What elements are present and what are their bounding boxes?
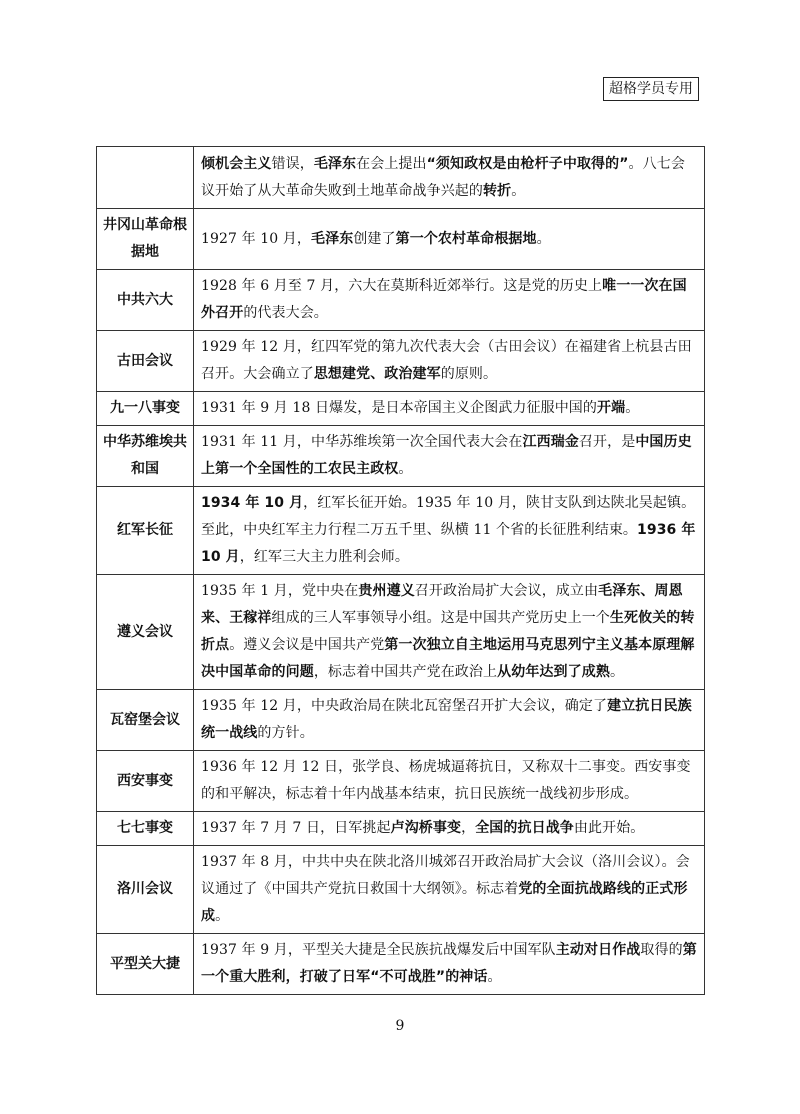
highlighted-text: 卢沟桥事变 — [390, 820, 462, 836]
table-row — [97, 331, 705, 392]
highlighted-text: 倾机会主义 — [201, 155, 272, 172]
description-text: 。八七会议开始了从大革命失败到土地革命战争兴起的 — [201, 155, 685, 199]
history-events-table — [96, 146, 705, 995]
highlighted-text: 1936 年 10 月 — [201, 522, 696, 565]
table-row — [97, 209, 705, 270]
description-text: 1937 年 7 月 7 日，日军挑起 — [201, 820, 391, 836]
description-text: 1931 年 11 月，中华苏维埃第一次全国代表大会在 — [201, 434, 523, 450]
description-text: 的原则。 — [440, 366, 498, 382]
description-text: 。 — [511, 182, 526, 199]
description-text: 1928 年 6 月至 7 月，六大在莫斯科近郊举行。这是党的历史上 — [201, 278, 603, 294]
description-text: 由此开始。 — [573, 820, 645, 836]
event-term: 洛川会议 — [97, 846, 194, 934]
event-term: 古田会议 — [97, 331, 194, 392]
description-text: 取得的 — [640, 942, 683, 958]
event-term: 西安事变 — [97, 751, 194, 812]
highlighted-text: 党的全面抗战路线的正式形成 — [201, 881, 688, 924]
highlighted-text: 1934 年 10 月 — [201, 495, 304, 511]
event-description — [194, 209, 705, 270]
highlighted-text: 第一个重大胜利，打破了日军“不可战胜”的神话 — [201, 942, 697, 985]
event-description — [194, 934, 705, 995]
event-description — [194, 812, 705, 846]
description-text: 组成的三人军事领导小组。这是中国共产党历史上一个 — [271, 610, 610, 626]
highlighted-text: 中国历史上第一个全国性的工农民主政权 — [201, 434, 692, 477]
description-text: ，红军长征开始。1935 年 10 月，陕甘支队到达陕北吴起镇。至此，中央红军主力行程二万五千里、纵横 11 个省的长征胜利结束。 — [201, 495, 696, 538]
highlighted-text: 生死攸关的转折点 — [201, 610, 695, 653]
highlighted-text: 毛泽东 — [313, 155, 357, 172]
description-text: 。 — [398, 461, 413, 477]
description-text: 的方针。 — [257, 725, 314, 741]
description-text: 1935 年 1 月，党中央在 — [201, 583, 359, 599]
highlighted-text: 唯一一次在国外召开 — [201, 278, 687, 321]
description-text: 。 — [215, 908, 230, 924]
table-row — [97, 392, 705, 426]
highlighted-text: 开端 — [597, 400, 626, 416]
event-description — [194, 392, 705, 426]
description-text: ，红军三大主力胜利会师。 — [239, 549, 409, 565]
description-text: 创建了 — [353, 230, 396, 247]
highlighted-text: “须知政权是由枪杆子中取得的” — [426, 155, 629, 172]
highlighted-text: 转折 — [483, 182, 512, 199]
description-text: ，标志着中国共产党在政治上 — [313, 664, 498, 680]
highlighted-text: 主动对日作战 — [555, 942, 641, 958]
event-term: 中华苏维埃共和国 — [97, 426, 194, 487]
description-text: 1929 年 12 月，红四军党的第九次代表大会（古田会议）在福建省上杭县古田召开。大会确立了 — [201, 339, 692, 382]
event-term: 遵义会议 — [97, 575, 194, 690]
table-row — [97, 270, 705, 331]
highlighted-text: 从幼年达到了成熟 — [497, 664, 610, 680]
event-description — [194, 690, 705, 751]
highlighted-text: 全国的抗日战争 — [475, 820, 574, 836]
event-description — [194, 426, 705, 487]
description-text: 召开政治局扩大会议，成立由 — [414, 583, 599, 599]
highlighted-text: 第一个农村革命根据地 — [395, 230, 537, 247]
description-text: 在会上提出 — [356, 155, 427, 172]
description-text: 的代表大会。 — [243, 305, 328, 321]
table-row — [97, 690, 705, 751]
event-term: 平型关大捷 — [97, 934, 194, 995]
description-text: 错误， — [271, 155, 314, 172]
highlighted-text: 贵州遵义 — [358, 583, 415, 599]
table-row — [97, 147, 705, 209]
description-text: 1937 年 9 月，平型关大捷是全民族抗战爆发后中国军队 — [201, 942, 556, 958]
exclusive-use-label: 超格学员专用 — [603, 77, 699, 101]
table-row — [97, 812, 705, 846]
table-row — [97, 751, 705, 812]
event-description — [194, 270, 705, 331]
description-text: 。 — [609, 664, 625, 680]
highlighted-text: 江西瑞金 — [522, 434, 579, 450]
table-row — [97, 487, 705, 575]
description-text: 1936 年 12 月 12 日，张学良、杨虎城逼蒋抗日，又称双十二事变。西安事变的和平解决，标志着十年内战基本结束，抗日民族统一战线初步形成。 — [201, 759, 691, 802]
description-text: 。 — [625, 400, 640, 416]
table-row — [97, 846, 705, 934]
highlighted-text: 毛泽东 — [311, 230, 354, 247]
event-term: 中共六大 — [97, 270, 194, 331]
description-text: 1927 年 10 月， — [201, 230, 311, 247]
table-row — [97, 934, 705, 995]
event-term: 瓦窑堡会议 — [97, 690, 194, 751]
event-description — [194, 575, 705, 690]
highlighted-text: 第一次独立自主地运用马克思列宁主义基本原理解决中国革命的问题 — [201, 637, 695, 680]
description-text: 1931 年 9 月 18 日爆发，是日本帝国主义企图武力征服中国的 — [201, 400, 597, 416]
description-text: 1937 年 8 月，中共中央在陕北洛川城郊召开政治局扩大会议（洛川会议）。会议通过了《中国共产党抗日救国十大纲领》。标志着 — [201, 854, 690, 897]
event-term: 井冈山革命根据地 — [97, 209, 194, 270]
page-number: 9 — [395, 1018, 405, 1034]
highlighted-text: 毛泽东、周恩来、王稼祥 — [201, 583, 683, 626]
event-term: 七七事变 — [97, 812, 194, 846]
description-text: 。遵义会议是中国共产党 — [229, 637, 385, 653]
event-description — [194, 331, 705, 392]
description-text: ， — [461, 820, 476, 836]
highlighted-text: 建立抗日民族统一战线 — [201, 698, 692, 741]
event-term — [97, 147, 194, 209]
event-description — [194, 751, 705, 812]
description-text: 1935 年 12 月，中央政治局在陕北瓦窑堡召开扩大会议，确定了 — [201, 698, 608, 714]
event-description — [194, 846, 705, 934]
event-description — [194, 487, 705, 575]
table-row — [97, 575, 705, 690]
event-term: 九一八事变 — [97, 392, 194, 426]
table-row — [97, 426, 705, 487]
description-text: 。 — [487, 969, 502, 985]
highlighted-text: 思想建党、政治建军 — [313, 366, 441, 382]
description-text: 。 — [536, 230, 551, 247]
description-text: 召开，是 — [578, 434, 636, 450]
event-term: 红军长征 — [97, 487, 194, 575]
event-description — [194, 147, 705, 209]
